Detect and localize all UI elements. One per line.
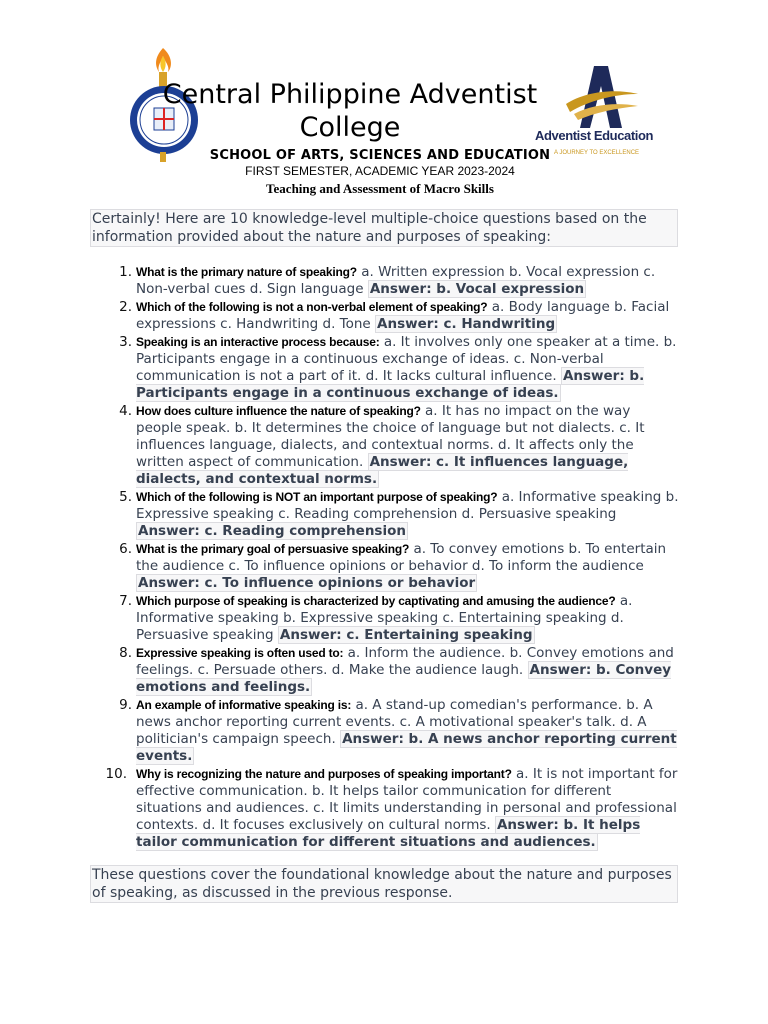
question-options: a. Written expression b. Vocal expression c. Non-verbal cues d. Sign language (136, 264, 656, 297)
question-text: Which purpose of speaking is characterized by captivating and amusing the audience? (136, 594, 616, 608)
question-options: a. A stand-up comedian's performance. b. A news anchor reporting current events. c. A motivational speaker's talk. d. A politician's campaign speech. (136, 697, 653, 747)
question-item-1 (136, 264, 680, 298)
question-text: Expressive speaking is often used to: (136, 646, 344, 660)
question-answer: Answer: b. It helps tailor communication for different situations and audiences. (136, 817, 641, 850)
question-text: Why is recognizing the nature and purposes of speaking important? (136, 767, 512, 781)
question-list (90, 264, 680, 852)
question-item-5 (136, 489, 680, 540)
question-item-4 (136, 403, 680, 488)
college-name: Central Philippine Adventist College (162, 79, 538, 143)
question-item-7 (136, 593, 680, 644)
question-item-6 (136, 541, 680, 592)
question-item-10 (136, 766, 680, 851)
question-answer: Answer: c. To influence opinions or behavior (138, 575, 476, 591)
adventist-education-title: Adventist Education (535, 128, 654, 143)
question-answer: Answer: b. A news anchor reporting current events. (136, 731, 677, 764)
question-text: An example of informative speaking is: (136, 698, 352, 712)
question-options: a. Informative speaking b. Expressive speaking c. Entertaining speaking d. Persuasive speaking (136, 593, 633, 643)
question-answer: Answer: b. Participants engage in a continuous exchange of ideas. (136, 368, 645, 401)
question-answer: Answer: c. It influences language, dialects, and contextual norms. (136, 454, 629, 487)
question-item-3 (136, 334, 680, 402)
question-text: What is the primary goal of persuasive speaking? (136, 542, 410, 556)
question-options: a. It has no impact on the way people speak. b. It determines the choice of language but not dialects. c. It influences language, dialects, and contextual norms. d. It affects only the written aspect of communication. (136, 403, 645, 470)
question-item-2 (136, 299, 680, 333)
question-answer: Answer: b. Vocal expression (369, 281, 585, 297)
intro-paragraph: Certainly! Here are 10 knowledge-level multiple-choice questions based on the information provided about the nature and purposes of speaking: (90, 209, 678, 247)
question-answer: Answer: c. Reading comprehension (138, 523, 406, 539)
question-answer: Answer: b. Convey emotions and feelings. (136, 662, 672, 695)
semester-line: FIRST SEMESTER, ACADEMIC YEAR 2023-2024 (245, 164, 515, 178)
course-title: Teaching and Assessment of Macro Skills (266, 181, 494, 196)
question-item-9 (136, 697, 680, 765)
question-text: Which of the following is not a non-verbal element of speaking? (136, 300, 488, 314)
question-item-8 (136, 645, 680, 696)
adventist-education-a-icon (564, 64, 640, 130)
question-options: a. It is not important for effective communication. b. It helps tailor communication for different situations and audiences. c. It limits understanding in personal and professional contexts. d. It focuses exclusively on cultural norms. (136, 766, 678, 833)
question-options: a. Inform the audience. b. Convey emotions and feelings. c. Persuade others. d. Make the audience laugh. (136, 645, 674, 678)
closing-paragraph: These questions cover the foundational knowledge about the nature and purposes of speaking, as discussed in the previous response. (90, 865, 678, 903)
question-text: How does culture influence the nature of speaking? (136, 404, 421, 418)
question-options: a. To convey emotions b. To entertain the audience c. To influence opinions or behavior d. To inform the audience (136, 541, 667, 574)
question-options: a. Body language b. Facial expressions c. Handwriting d. Tone (136, 299, 670, 332)
school-name: SCHOOL OF ARTS, SCIENCES AND EDUCATION (209, 148, 551, 163)
question-text: Speaking is an interactive process because: (136, 335, 380, 349)
question-text: What is the primary nature of speaking? (136, 265, 357, 279)
question-answer: Answer: c. Entertaining speaking (279, 627, 533, 643)
question-text: Which of the following is NOT an important purpose of speaking? (136, 490, 498, 504)
question-answer: Answer: c. Handwriting (377, 316, 556, 332)
adventist-education-tagline: A JOURNEY TO EXCELLENCE (554, 150, 640, 156)
question-options: a. It involves only one speaker at a time. b. Participants engage in a continuous exchange of ideas. c. Non-verbal communication is not a part of it. d. It lacks cultural influence. (136, 334, 677, 384)
question-options: a. Informative speaking b. Expressive speaking c. Reading comprehension d. Persuasive speaking (136, 489, 679, 522)
